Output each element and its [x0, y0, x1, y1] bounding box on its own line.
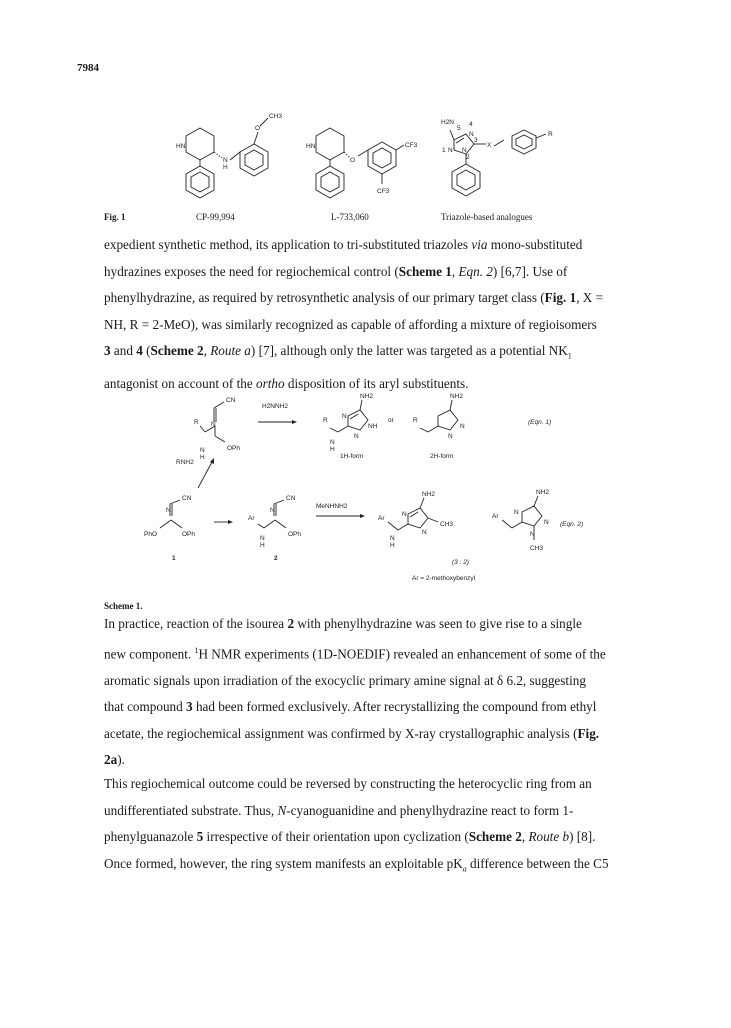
atom-n-4: N [514, 509, 519, 516]
atom-nh2-3: NH2 [422, 491, 436, 498]
atom-n-4-b: N [544, 519, 549, 526]
atom-n-1h-b: N [354, 433, 359, 440]
p3-line-3: phenylguanazole 5 irrespective of their orientation upon cyclization (Scheme 2, Route b) [8]. [104, 829, 596, 845]
atom-n1: N [448, 147, 453, 154]
caption-cp-99994: CP-99,994 [196, 212, 235, 222]
page-number: 7984 [77, 62, 99, 74]
atom-h: H [223, 164, 228, 171]
p2-line-4: that compound 3 had been formed exclusively. After recrystallizing the compound from ethyl [104, 699, 597, 715]
atom-h-top: H [200, 454, 205, 461]
atom-ch3-4: CH3 [530, 545, 544, 552]
atom-nh2-2h: NH2 [450, 393, 464, 400]
atom-nh2-4: NH2 [536, 489, 550, 496]
compound-2-number: 2 [274, 555, 278, 562]
p1-line-4: NH, R = 2-MeO), was similarly recognized as capable of affording a mixture of regioisomers [104, 316, 597, 332]
atom-n-top: N [211, 421, 216, 428]
atom-nh-3: N [390, 535, 395, 542]
p2-line-3: aromatic signals upon irradiation of the exocyclic primary amine signal at δ 6.2, suggesting [104, 672, 586, 688]
atom-ch3-3: CH3 [440, 521, 454, 528]
p1-line-3: phenylhydrazine, as required by retrosynthetic analysis of our primary target class (Fig. 1, X = [104, 290, 604, 306]
atom-r-top: R [194, 419, 199, 426]
atom-cf3-1: CF3 [405, 142, 418, 149]
reagent-hydrazine: H2NNH2 [262, 403, 289, 410]
figure-1-structures [160, 108, 580, 212]
ar-definition: Ar = 2-methoxybenzyl [412, 575, 476, 582]
ring-pos-4: 4 [469, 121, 473, 128]
reagent-rnh2: RNH2 [176, 459, 194, 466]
atom-hn: HN [176, 143, 186, 150]
atom-oph-1: OPh [182, 531, 196, 538]
atom-h2n: H2N [441, 119, 455, 126]
atom-cf3-2: CF3 [377, 188, 390, 195]
atom-pho-1: PhO [144, 531, 158, 538]
atom-r-1h: R [323, 417, 328, 424]
atom-n-3-b: N [422, 529, 427, 536]
atom-hn-b: HN [306, 143, 316, 150]
p1-line-6: antagonist on account of the ortho disposition of its aryl substituents. [104, 375, 469, 391]
ring-pos-5: 5 [457, 125, 461, 132]
p3-line-1: This regiochemical outcome could be reversed by constructing the heterocyclic ring from an [104, 776, 592, 791]
atom-oph-top: OPh [227, 445, 241, 452]
atom-nh-2: N [260, 535, 265, 542]
atom-ch3: CH3 [269, 113, 283, 120]
atom-r: R [548, 131, 553, 138]
atom-nh2-1h: NH2 [360, 393, 374, 400]
p2-line-5: acetate, the regiochemical assignment was confirmed by X-ray crystallographic analysis (Fig. [104, 725, 600, 741]
atom-n4: N [469, 131, 474, 138]
equation-1-label: (Eqn. 1) [528, 419, 552, 426]
product-ratio: (3 : 2) [452, 559, 469, 566]
paragraph-1 [104, 232, 644, 397]
compound-2-structure [248, 495, 301, 549]
p2-line-2: new component. $^1$H NMR experiments (1D-NOEDIF) revealed an enhancement of some of the [104, 645, 606, 661]
atom-nh-1h: NH [368, 423, 378, 430]
atom-n-2h: N [448, 433, 453, 440]
atom-cn-top: CN [226, 397, 236, 404]
scheme-1-diagram [130, 392, 610, 592]
atom-n-1h-c: N [330, 439, 335, 446]
atom-ar-4: Ar [492, 513, 499, 520]
atom-h-3: H [390, 542, 395, 549]
caption-triazole-analogues: Triazole-based analogues [441, 212, 533, 222]
form-2h-label: 2H-form [430, 453, 454, 460]
triazole-1h-form [323, 393, 378, 453]
scheme-1-label: Scheme 1. [104, 601, 143, 611]
p3-line-2: undifferentiated substrate. Thus, N-cyanoguanidine and phenylhydrazine react to form 1- [104, 802, 574, 818]
form-1h-label: 1H-form [340, 453, 364, 460]
product-4-structure [492, 489, 549, 552]
caption-l-733060: L-733,060 [331, 212, 369, 222]
or-text: or [388, 417, 394, 424]
structure-cp-99994 [176, 113, 282, 198]
atom-cn-1: CN [182, 495, 192, 502]
paragraph-3 [104, 771, 644, 883]
ring-pos-1: 1 [442, 147, 446, 154]
atom-n-3: N [402, 511, 407, 518]
atom-n-2h-b: N [460, 423, 465, 430]
atom-n-1h: N [342, 413, 347, 420]
atom-o: O [255, 125, 261, 132]
p1-line-1: expedient synthetic method, its application to tri-substituted triazoles via mono-substituted [104, 237, 583, 252]
structure-triazole-analogue [441, 119, 553, 196]
atom-x: X [487, 142, 492, 149]
p1-line-5: 3 and 4 (Scheme 2, Route a) [7], although only the latter was targeted as a potential $NK_1$ [104, 343, 572, 362]
atom-o-b: O [350, 157, 356, 164]
ring-pos-3: 3 [474, 137, 478, 144]
atom-n-2: N [270, 507, 275, 514]
triazole-2h-form [413, 393, 465, 440]
figure-1-label: Fig. 1 [104, 212, 126, 222]
atom-h-1h: H [330, 446, 335, 453]
atom-cn-2: CN [286, 495, 296, 502]
atom-r-2h: R [413, 417, 418, 424]
ring-pos-2: 2 [466, 154, 470, 161]
atom-nh-top: N [200, 447, 205, 454]
atom-h-2: H [260, 542, 265, 549]
equation-2-label: (Eqn. 2) [560, 521, 584, 528]
p2-line-1: In practice, reaction of the isourea 2 with phenylhydrazine was seen to give rise to a single [104, 616, 582, 631]
top-starting-material [194, 397, 240, 461]
compound-1-number: 1 [172, 555, 176, 562]
atom-n-4-c: N [530, 531, 535, 538]
product-3-structure [378, 491, 453, 549]
atom-oph-2: OPh [288, 531, 302, 538]
atom-ar-3: Ar [378, 515, 385, 522]
p3-line-4: Once formed, however, the ring system manifests an exploitable $pK_a$ difference between the C5 [104, 855, 609, 874]
atom-n2: N [462, 147, 467, 154]
p2-line-6: 2a). [104, 752, 125, 768]
atom-n-1: N [166, 507, 171, 514]
atom-n: N [223, 157, 228, 164]
compound-1-structure [144, 495, 195, 538]
structure-l-733060 [306, 128, 418, 198]
p1-line-2: hydrazines exposes the need for regiochemical control (Scheme 1, Eqn. 2) [6,7]. Use of [104, 263, 568, 279]
reagent-methylhydrazine: MeNHNH2 [316, 503, 348, 510]
atom-ar-2: Ar [248, 515, 255, 522]
paragraph-2 [104, 611, 644, 774]
